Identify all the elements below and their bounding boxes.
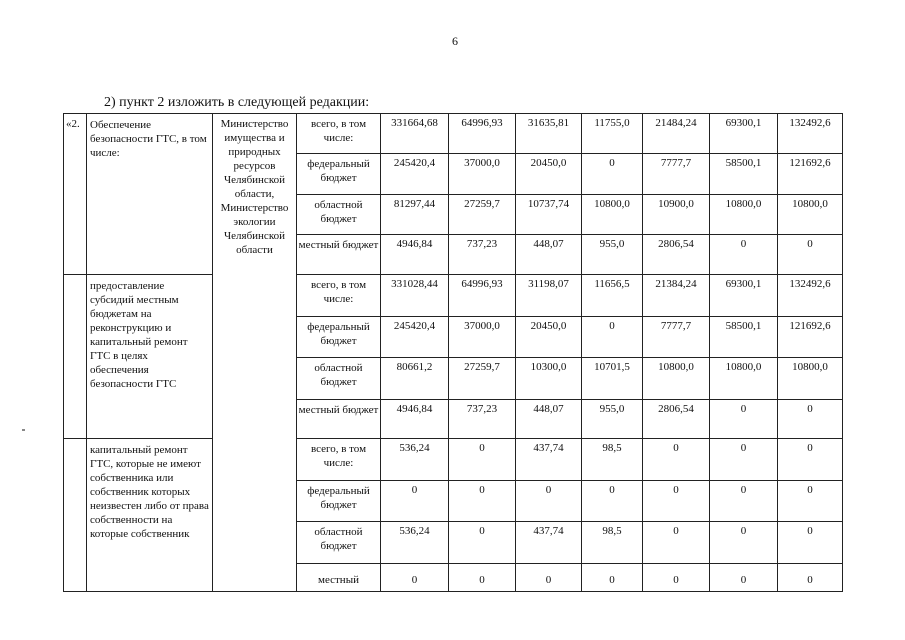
value-text: 69300,1 <box>725 117 762 129</box>
value-cell <box>643 114 710 154</box>
value-cell <box>516 235 582 275</box>
value-cell <box>449 564 516 592</box>
ministry-cell: Министерство имущества и природных ресурсов Челябинской области, Министерство экологии Челябинской области <box>213 114 297 592</box>
value-text: 10800,0 <box>792 361 828 373</box>
value-cell <box>516 564 582 592</box>
value-cell <box>381 317 449 358</box>
value-cell <box>710 114 778 154</box>
value-cell <box>778 235 843 275</box>
value-cell <box>582 439 643 481</box>
value-cell <box>582 114 643 154</box>
value-text: 4946,84 <box>396 238 433 250</box>
value-text: 80661,2 <box>396 361 433 373</box>
value-cell <box>449 154 516 195</box>
value-text: 0 <box>479 484 485 496</box>
budget-level-cell <box>297 235 381 275</box>
value-text: 21484,24 <box>655 117 697 129</box>
value-text: 536,24 <box>399 525 430 537</box>
value-text: 331664,68 <box>391 117 438 129</box>
budget-level-cell <box>297 522 381 564</box>
value-cell <box>582 195 643 235</box>
section-index <box>64 275 87 439</box>
value-text: 0 <box>807 574 813 586</box>
value-text: 98,5 <box>602 525 622 537</box>
value-text: 0 <box>479 442 485 454</box>
value-cell <box>778 400 843 439</box>
value-cell <box>516 114 582 154</box>
value-cell <box>643 154 710 195</box>
value-cell <box>778 358 843 400</box>
value-text: 0 <box>673 574 679 586</box>
value-text: 121692,6 <box>789 320 831 332</box>
value-cell <box>449 522 516 564</box>
budget-level-label: всего, в том числе: <box>310 279 367 305</box>
budget-level-cell <box>297 114 381 154</box>
value-text: 10800,0 <box>792 198 828 210</box>
value-text: 0 <box>609 157 615 169</box>
value-text: 11656,5 <box>594 278 630 290</box>
table-row <box>64 114 843 154</box>
budget-table <box>63 113 843 592</box>
table-row <box>64 439 843 481</box>
scan-artifact <box>22 429 25 431</box>
value-cell <box>381 154 449 195</box>
budget-level-label: областной бюджет <box>314 362 363 388</box>
value-text: 10737,74 <box>527 198 570 210</box>
section-index <box>64 439 87 592</box>
value-text: 0 <box>740 238 747 250</box>
budget-level-cell <box>297 564 381 592</box>
value-cell <box>643 275 710 317</box>
value-text: 21384,24 <box>655 278 697 290</box>
value-cell <box>710 317 778 358</box>
value-text: 245420,4 <box>393 157 436 169</box>
value-cell <box>643 481 710 522</box>
value-text: 20450,0 <box>530 320 567 332</box>
budget-level-label: местный бюджет <box>298 404 379 416</box>
value-text: 0 <box>807 525 813 537</box>
value-cell <box>710 154 778 195</box>
value-cell <box>643 317 710 358</box>
value-text: 0 <box>673 442 679 454</box>
value-text: 37000,0 <box>464 157 500 169</box>
section-name: Обеспечение безопасности ГТС, в том числе: <box>87 114 213 275</box>
value-cell <box>381 195 449 235</box>
value-text: 121692,6 <box>789 157 831 169</box>
value-cell <box>710 358 778 400</box>
budget-level-label: всего, в том числе: <box>310 118 367 144</box>
value-text: 245420,4 <box>393 320 436 332</box>
value-cell <box>643 195 710 235</box>
value-text: 0 <box>740 484 747 496</box>
value-text: 7777,7 <box>660 320 692 332</box>
value-text: 448,07 <box>533 238 564 250</box>
value-text: 7777,7 <box>660 157 692 169</box>
value-cell <box>710 195 778 235</box>
value-cell <box>710 275 778 317</box>
table-body <box>64 114 843 592</box>
value-text: 437,74 <box>533 442 564 454</box>
value-text: 2806,54 <box>658 403 694 415</box>
budget-level-cell <box>297 358 381 400</box>
value-cell <box>710 522 778 564</box>
value-cell <box>710 400 778 439</box>
value-cell <box>710 481 778 522</box>
value-text: 0 <box>479 525 485 537</box>
value-text: 4946,84 <box>396 403 433 415</box>
value-text: 0 <box>740 574 747 586</box>
budget-level-label: местный <box>318 574 359 586</box>
value-cell <box>449 235 516 275</box>
budget-level-cell <box>297 481 381 522</box>
value-cell <box>381 564 449 592</box>
value-cell <box>516 481 582 522</box>
value-cell <box>643 564 710 592</box>
value-text: 58500,1 <box>725 320 762 332</box>
value-text: 31198,07 <box>528 278 569 290</box>
value-text: 0 <box>740 525 747 537</box>
value-text: 10300,0 <box>530 361 567 373</box>
value-cell <box>582 564 643 592</box>
value-cell <box>381 481 449 522</box>
value-text: 10701,5 <box>594 361 630 373</box>
value-text: 58500,1 <box>725 157 762 169</box>
value-cell <box>643 235 710 275</box>
value-text: 132492,6 <box>789 117 831 129</box>
value-cell <box>516 317 582 358</box>
value-text: 10800,0 <box>594 198 630 210</box>
value-text: 31635,81 <box>527 117 570 129</box>
budget-level-cell <box>297 400 381 439</box>
value-cell <box>778 275 843 317</box>
value-cell <box>449 439 516 481</box>
value-text: 737,23 <box>466 403 498 415</box>
value-text: 98,5 <box>602 442 622 454</box>
value-text: 437,74 <box>533 525 564 537</box>
value-text: 955,0 <box>599 238 625 250</box>
value-text: 10800,0 <box>658 361 694 373</box>
value-cell <box>516 522 582 564</box>
value-cell <box>381 275 449 317</box>
value-cell <box>381 522 449 564</box>
value-text: 37000,0 <box>464 320 500 332</box>
budget-level-cell <box>297 195 381 235</box>
value-text: 69300,1 <box>725 278 762 290</box>
value-text: 20450,0 <box>530 157 567 169</box>
value-cell <box>643 400 710 439</box>
value-text: 81297,44 <box>393 198 436 210</box>
value-text: 0 <box>807 403 813 415</box>
value-text: 0 <box>673 484 679 496</box>
budget-level-label: федеральный бюджет <box>307 321 370 347</box>
value-cell <box>381 400 449 439</box>
value-cell <box>778 439 843 481</box>
value-cell <box>381 235 449 275</box>
section-name: предоставление субсидий местным бюджетам на реконструкцию и капитальный ремонт ГТС в целях обеспечения безопасности ГТС <box>87 275 213 439</box>
value-cell <box>778 195 843 235</box>
intro-text: 2) пункт 2 изложить в следующей редакции: <box>104 95 370 110</box>
value-text: 0 <box>673 525 679 537</box>
value-cell <box>582 481 643 522</box>
budget-level-label: федеральный бюджет <box>307 158 370 184</box>
value-cell <box>643 439 710 481</box>
value-text: 0 <box>545 484 552 496</box>
budget-level-label: местный бюджет <box>298 239 379 251</box>
value-text: 10800,0 <box>725 361 762 373</box>
value-text: 10900,0 <box>658 198 694 210</box>
value-cell <box>710 439 778 481</box>
value-text: 536,24 <box>399 442 430 454</box>
value-text: 132492,6 <box>789 278 831 290</box>
value-cell <box>778 317 843 358</box>
value-cell <box>778 564 843 592</box>
value-cell <box>381 439 449 481</box>
value-text: 0 <box>740 403 747 415</box>
value-text: 64996,93 <box>461 117 503 129</box>
value-cell <box>381 358 449 400</box>
budget-level-cell <box>297 154 381 195</box>
value-cell <box>582 400 643 439</box>
budget-level-cell <box>297 275 381 317</box>
budget-level-cell <box>297 317 381 358</box>
value-cell <box>449 481 516 522</box>
value-text: 64996,93 <box>461 278 503 290</box>
value-cell <box>516 275 582 317</box>
value-cell <box>582 317 643 358</box>
value-text: 0 <box>609 484 615 496</box>
table-row <box>64 275 843 317</box>
budget-level-label: всего, в том числе: <box>310 443 367 469</box>
value-cell <box>710 235 778 275</box>
value-cell <box>582 154 643 195</box>
value-text: 737,23 <box>466 238 498 250</box>
value-text: 11755,0 <box>594 117 630 129</box>
value-text: 0 <box>807 442 813 454</box>
value-cell <box>582 275 643 317</box>
value-text: 10800,0 <box>725 198 762 210</box>
value-cell <box>516 195 582 235</box>
value-cell <box>449 195 516 235</box>
value-text: 0 <box>807 238 813 250</box>
value-cell <box>643 522 710 564</box>
value-cell <box>778 154 843 195</box>
value-text: 0 <box>479 574 485 586</box>
value-cell <box>778 481 843 522</box>
value-text: 0 <box>411 484 418 496</box>
budget-level-label: областной бюджет <box>314 199 363 225</box>
value-text: 27259,7 <box>464 198 500 210</box>
value-cell <box>643 358 710 400</box>
value-cell <box>516 439 582 481</box>
value-text: 0 <box>807 484 813 496</box>
budget-level-cell <box>297 439 381 481</box>
section-index: «2. <box>64 114 87 275</box>
value-text: 0 <box>740 442 747 454</box>
value-cell <box>516 154 582 195</box>
page-number: 6 <box>452 34 458 48</box>
value-text: 0 <box>609 320 615 332</box>
value-cell <box>449 358 516 400</box>
value-text: 448,07 <box>533 403 564 415</box>
value-cell <box>449 317 516 358</box>
value-cell <box>449 275 516 317</box>
value-text: 0 <box>609 574 615 586</box>
value-cell <box>516 400 582 439</box>
value-text: 0 <box>411 574 418 586</box>
value-cell <box>582 358 643 400</box>
value-text: 2806,54 <box>658 238 694 250</box>
budget-level-label: областной бюджет <box>314 526 363 552</box>
value-cell <box>778 114 843 154</box>
value-text: 0 <box>545 574 552 586</box>
value-cell <box>449 400 516 439</box>
value-cell <box>582 522 643 564</box>
value-cell <box>778 522 843 564</box>
section-name: капитальный ремонт ГТС, которые не имеют собственника или собственник которых неизвестен либо от права собственности на которые собственник <box>87 439 213 592</box>
value-cell <box>710 564 778 592</box>
value-text: 955,0 <box>599 403 625 415</box>
value-cell <box>516 358 582 400</box>
value-cell <box>582 235 643 275</box>
value-text: 331028,44 <box>391 278 438 290</box>
budget-level-label: федеральный бюджет <box>307 485 370 511</box>
value-cell <box>381 114 449 154</box>
value-cell <box>449 114 516 154</box>
value-text: 27259,7 <box>464 361 500 373</box>
